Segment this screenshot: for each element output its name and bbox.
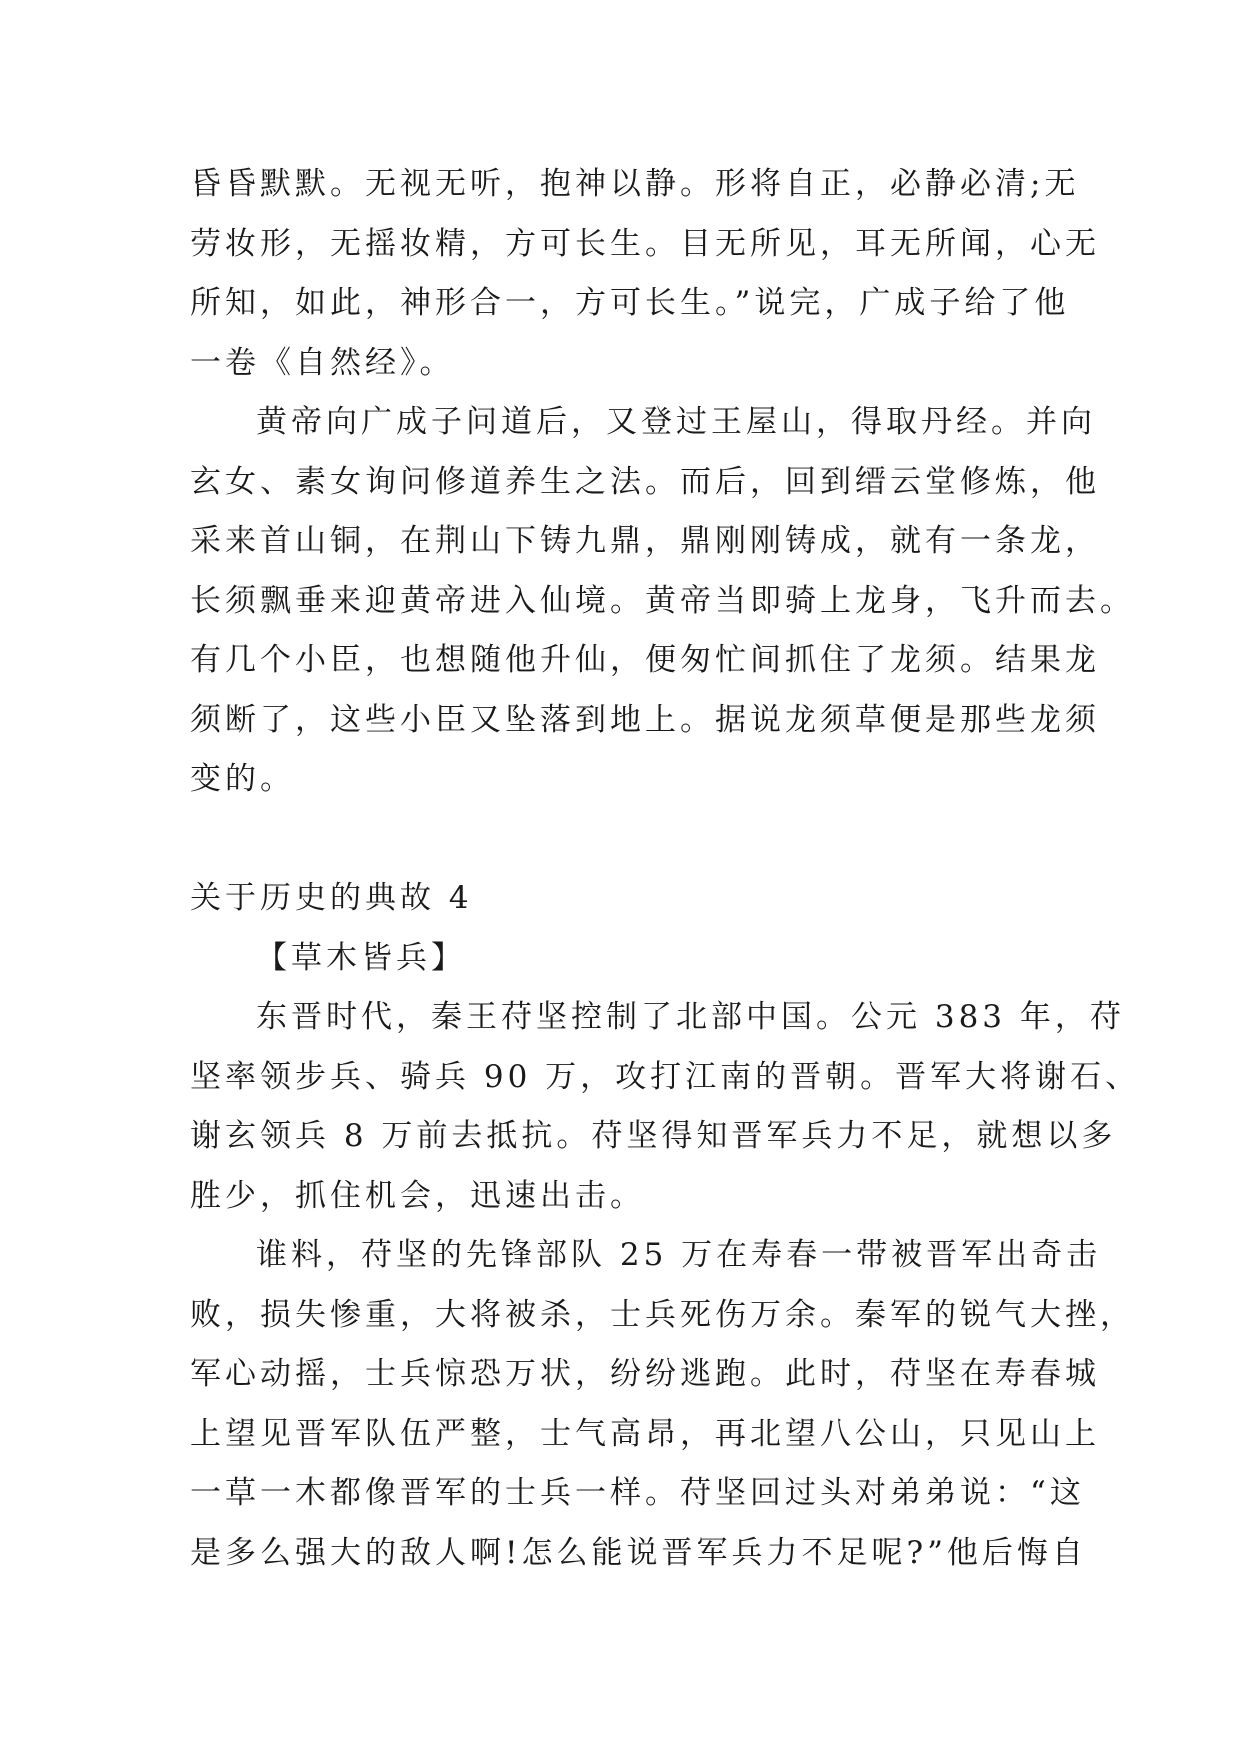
section-title: 关于历史的典故 4	[190, 880, 473, 916]
text-line: 劳妆形，无摇妆精，方可长生。目无所见，耳无所闻，心无	[190, 225, 1100, 262]
text-line: 一草一木都像晋军的士兵一样。苻坚回过头对弟弟说：“这	[190, 1475, 1085, 1511]
paragraph-2	[190, 393, 1135, 810]
paragraph-3	[190, 988, 1141, 1226]
text-line: 东晋时代，秦王苻坚控制了北部中国。公元 383 年，苻	[256, 999, 1125, 1035]
text-line: 败，损失惨重，大将被杀，士兵死伤万余。秦军的锐气大挫，	[190, 1296, 1135, 1333]
paragraph-4	[190, 1226, 1135, 1583]
text-line: 昏昏默默。无视无听，抱神以静。形将自正，必静必清;无	[190, 166, 1080, 202]
text-line: 军心动摇，士兵惊恐万状，纷纷逃跑。此时，苻坚在寿春城	[190, 1356, 1100, 1392]
text-line: 上望见晋军队伍严整，士气高昂，再北望八公山，只见山上	[190, 1415, 1100, 1452]
text-line: 黄帝向广成子问道后，又登过王屋山，得取丹经。并向	[256, 404, 1096, 440]
text-line: 变的。	[190, 761, 295, 797]
text-line: 谁料，苻坚的先锋部队 25 万在寿春一带被晋军出奇击	[256, 1237, 1102, 1273]
paragraph-1	[190, 155, 1100, 393]
text-line: 有几个小臣，也想随他升仙，便匆忙间抓住了龙须。结果龙	[190, 642, 1100, 678]
document-page	[190, 155, 1141, 1583]
text-line: 须断了，这些小臣又坠落到地上。据说龙须草便是那些龙须	[190, 701, 1100, 738]
text-line: 长须飘垂来迎黄帝进入仙境。黄帝当即骑上龙身，飞升而去。	[190, 582, 1135, 619]
text-line: 坚率领步兵、骑兵 90 万，攻打江南的晋朝。晋军大将谢石、	[190, 1058, 1141, 1095]
text-line: 所知，如此，神形合一，方可长生。”说完，广成子给了他	[190, 285, 1070, 321]
text-line: 采来首山铜，在荆山下铸九鼎，鼎刚刚铸成，就有一条龙，	[190, 523, 1100, 559]
text-line: 一卷《自然经》。	[190, 344, 455, 381]
text-line: 是多么强大的敌人啊!怎么能说晋军兵力不足呢?”他后悔自	[190, 1534, 1087, 1571]
story-title: 【草木皆兵】	[256, 939, 466, 976]
text-line: 谢玄领兵 8 万前去抵抗。苻坚得知晋军兵力不足，就想以多	[190, 1118, 1117, 1154]
text-line: 玄女、素女询问修道养生之法。而后，回到缙云堂修炼，他	[190, 463, 1100, 500]
text-line: 胜少，抓住机会，迅速出击。	[190, 1177, 645, 1214]
